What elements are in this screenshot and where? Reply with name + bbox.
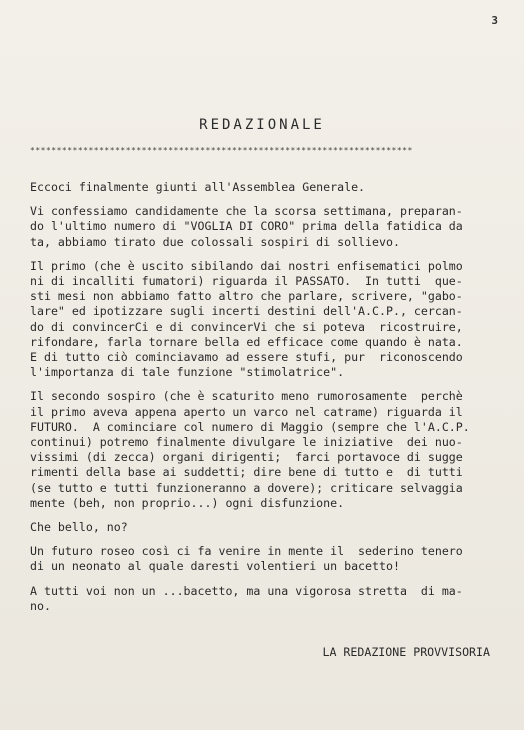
text-line: mente (beh, non proprio...) ogni disfunzione. [30,495,345,510]
text-line: do l'ultimo numero di "VOGLIA DI CORO" prima della fatidica da [30,219,463,234]
article-body [30,180,500,623]
text-line: FUTURO. A cominciare col numero di Maggio (sempre che l'A.C.P. [30,419,470,434]
text-line: (se tutto e tutti funzioneranno a dovere); criticare selvaggia [30,480,463,495]
page-number: 3 [491,14,498,27]
text-line: il primo aveva appena aperto un varco nel catrame) riguarda il [30,404,463,419]
text-line: ta, abbiamo tirato due colossali sospiri di sollievo. [30,234,400,249]
paragraph [30,259,500,381]
text-line: sti mesi non abbiamo fatto altro che parlare, scrivere, "gabo- [30,289,463,304]
text-line: Un futuro roseo così ci fa venire in mente il sederino tenero [30,544,463,559]
paragraph [30,544,500,574]
paragraph [30,584,500,614]
text-line: E di tutto ciò cominciavamo ad essere stufi, pur riconoscendo [30,350,463,365]
text-line: rimenti della base ai suddetti; dire bene di tutto e di tutti [30,465,463,480]
text-line: vissimi (di zecca) organi dirigenti; farci portavoce di sugge [30,450,463,465]
text-line: continui) potremo finalmente divulgare le iniziative dei nuo- [30,435,463,450]
text-line: A tutti voi non un ...bacetto, ma una vigorosa stretta di ma- [30,583,463,598]
article-title: REDAZIONALE [199,117,325,133]
paragraph [30,520,500,535]
text-line: do di convincerCi e di convincerVi che si poteva ricostruire, [30,319,463,334]
paragraph [30,180,500,195]
text-line: di un neonato al quale daresti volentieri un bacetto! [30,559,400,574]
text-line: Il primo (che è uscito sibilando dai nostri enfisematici polmo [30,258,463,273]
signature: LA REDAZIONE PROVVISORIA [322,645,490,659]
text-line: Il secondo sospiro (che è scaturito meno rumorosamente perchè [30,389,463,404]
text-line: lare" ed ipotizzare sugli incerti destini dell'A.C.P., cercan- [30,304,463,319]
asterisk-divider: ************************************************************************ [30,146,413,155]
paragraph [30,389,500,511]
text-line: Eccoci finalmente giunti all'Assemblea Generale. [30,180,366,194]
text-line: ni di incalliti fumatori) riguarda il PASSATO. In tutti que- [30,274,463,289]
text-line: no. [30,598,51,613]
paragraph [30,204,500,250]
text-line: rifondare, farla tornare bella ed efficace come quando è nata. [30,334,463,349]
text-line: l'importanza di tale funzione "stimolatrice". [30,365,345,380]
text-line: Vi confessiamo candidamente che la scorsa settimana, preparan- [30,204,463,219]
text-line: Che bello, no? [30,520,128,535]
